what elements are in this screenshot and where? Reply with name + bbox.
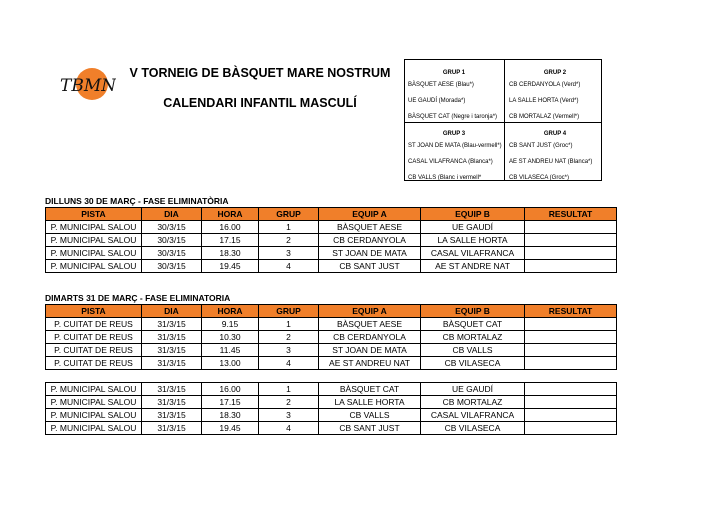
table-cell: CB VALLS xyxy=(319,409,421,422)
group-4 xyxy=(506,131,604,191)
table-cell: 1 xyxy=(259,221,319,234)
table-header-row xyxy=(46,208,617,221)
result-cell xyxy=(525,357,617,370)
table-row xyxy=(46,234,617,247)
table-cell: 3 xyxy=(259,409,319,422)
table-cell: UE GAUDÍ xyxy=(421,221,525,234)
table-cell xyxy=(142,370,202,383)
table-cell: ST JOAN DE MATA xyxy=(319,344,421,357)
table-cell: LA SALLE HORTA xyxy=(319,396,421,409)
table-cell: 9.15 xyxy=(202,318,259,331)
logo-text: TBMN xyxy=(60,76,116,96)
table-cell: 1 xyxy=(259,318,319,331)
table-cell: CB SANT JUST xyxy=(319,422,421,435)
result-cell xyxy=(525,422,617,435)
table-row xyxy=(46,331,617,344)
table-cell: 30/3/15 xyxy=(142,221,202,234)
table-cell: BÀSQUET CAT xyxy=(421,318,525,331)
table-cell: CB VILASECA xyxy=(421,422,525,435)
table-cell: P. CUITAT DE REUS xyxy=(46,344,142,357)
table-cell: 31/3/15 xyxy=(142,318,202,331)
column-header: PISTA xyxy=(46,305,142,318)
table-row xyxy=(46,357,617,370)
table-cell: 3 xyxy=(259,344,319,357)
table-cell: 13.00 xyxy=(202,357,259,370)
table-cell xyxy=(319,370,421,383)
result-cell xyxy=(525,383,617,396)
result-cell xyxy=(525,344,617,357)
table-row xyxy=(46,318,617,331)
page-subtitle: CALENDARI INFANTIL MASCULÍ xyxy=(163,96,357,110)
group-3 xyxy=(405,131,503,191)
table-cell: CASAL VILAFRANCA xyxy=(421,247,525,260)
result-cell xyxy=(525,331,617,344)
table-row xyxy=(46,370,617,383)
group-team: UE GAUDÍ (Morada*) xyxy=(408,98,466,104)
table-cell: P. CUITAT DE REUS xyxy=(46,357,142,370)
column-header: EQUIP B xyxy=(421,305,525,318)
table-cell: P. MUNICIPAL SALOU xyxy=(46,383,142,396)
table-row xyxy=(46,221,617,234)
group-2 xyxy=(506,70,604,130)
table-cell: P. MUNICIPAL SALOU xyxy=(46,260,142,273)
table-cell: CB VALLS xyxy=(421,344,525,357)
table-row xyxy=(46,247,617,260)
table-cell: P. MUNICIPAL SALOU xyxy=(46,396,142,409)
column-header: HORA xyxy=(202,208,259,221)
table-cell: 31/3/15 xyxy=(142,422,202,435)
group-team: CB VALLS (Blanc i vermell* xyxy=(408,175,482,181)
table-cell: CASAL VILAFRANCA xyxy=(421,409,525,422)
group-team: BÀSQUET CAT (Negre i taronja*) xyxy=(408,114,498,120)
table-cell: 17.15 xyxy=(202,234,259,247)
table-cell: AE ST ANDREU NAT xyxy=(319,357,421,370)
table-cell: 1 xyxy=(259,383,319,396)
table-cell: BÀSQUET AESE xyxy=(319,318,421,331)
schedule-table-tuesday xyxy=(45,304,617,435)
group-team: CB CERDANYOLA (Verd*) xyxy=(509,82,581,88)
groups-box xyxy=(404,59,602,181)
page-title: V TORNEIG DE BÀSQUET MARE NOSTRUM xyxy=(129,66,391,80)
table-cell: 30/3/15 xyxy=(142,260,202,273)
column-header: GRUP xyxy=(259,305,319,318)
table-cell: CB MORTALAZ xyxy=(421,331,525,344)
result-cell xyxy=(525,260,617,273)
table-cell: P. MUNICIPAL SALOU xyxy=(46,409,142,422)
table-cell xyxy=(421,370,525,383)
table-cell: 30/3/15 xyxy=(142,234,202,247)
result-cell xyxy=(525,247,617,260)
group-title: GRUP 1 xyxy=(442,70,466,76)
table-cell: CB CERDANYOLA xyxy=(319,234,421,247)
group-1 xyxy=(405,70,503,130)
column-header: DIA xyxy=(142,208,202,221)
table-cell: 31/3/15 xyxy=(142,331,202,344)
table-cell: UE GAUDÍ xyxy=(421,383,525,396)
column-header: PISTA xyxy=(46,208,142,221)
table-cell: P. MUNICIPAL SALOU xyxy=(46,247,142,260)
result-cell xyxy=(525,318,617,331)
table-cell: CB MORTALAZ xyxy=(421,396,525,409)
table-header-row xyxy=(46,305,617,318)
column-header: HORA xyxy=(202,305,259,318)
group-team: CASAL VILAFRANCA (Blanca*) xyxy=(408,159,493,165)
group-title: GRUP 4 xyxy=(543,131,567,137)
table-cell: 4 xyxy=(259,260,319,273)
column-header: EQUIP A xyxy=(319,305,421,318)
column-header: EQUIP B xyxy=(421,208,525,221)
section-title-tuesday: DIMARTS 31 DE MARÇ - FASE ELIMINATORIA xyxy=(45,293,231,303)
table-cell: 31/3/15 xyxy=(142,396,202,409)
table-cell: 10.30 xyxy=(202,331,259,344)
table-row xyxy=(46,422,617,435)
group-team: AE ST ANDREU NAT (Blanca*) xyxy=(509,159,593,165)
group-title: GRUP 3 xyxy=(442,131,466,137)
table-cell: 16.00 xyxy=(202,221,259,234)
table-cell: 2 xyxy=(259,396,319,409)
table-row xyxy=(46,344,617,357)
table-cell: 18.30 xyxy=(202,247,259,260)
table-row xyxy=(46,260,617,273)
table-cell: AE ST ANDRE NAT xyxy=(421,260,525,273)
table-cell xyxy=(46,370,142,383)
table-row xyxy=(46,396,617,409)
table-row xyxy=(46,409,617,422)
table-cell: 19.45 xyxy=(202,260,259,273)
result-cell xyxy=(525,370,617,383)
table-cell: P. CUITAT DE REUS xyxy=(46,331,142,344)
table-cell xyxy=(259,370,319,383)
table-cell: BÀSQUET CAT xyxy=(319,383,421,396)
result-cell xyxy=(525,396,617,409)
section-title-monday: DILLUNS 30 DE MARÇ - FASE ELIMINATÒRIA xyxy=(45,196,229,206)
group-team: BÀSQUET AESE (Blau*) xyxy=(408,82,474,88)
table-cell: P. MUNICIPAL SALOU xyxy=(46,221,142,234)
group-team: ST JOAN DE MATA (Blau-vermell*) xyxy=(408,143,502,149)
table-cell: 31/3/15 xyxy=(142,357,202,370)
table-cell: LA SALLE HORTA xyxy=(421,234,525,247)
table-cell: P. MUNICIPAL SALOU xyxy=(46,422,142,435)
column-header: EQUIP A xyxy=(319,208,421,221)
result-cell xyxy=(525,221,617,234)
table-cell: 4 xyxy=(259,357,319,370)
table-cell: P. MUNICIPAL SALOU xyxy=(46,234,142,247)
schedule-table-monday xyxy=(45,207,617,273)
tbmn-logo xyxy=(58,64,116,104)
group-team: CB MORTALAZ (Vermell*) xyxy=(509,114,580,120)
result-cell xyxy=(525,234,617,247)
table-cell: 3 xyxy=(259,247,319,260)
table-cell: 19.45 xyxy=(202,422,259,435)
table-cell: CB VILASECA xyxy=(421,357,525,370)
group-team: CB VILASECA (Groc*) xyxy=(509,175,570,181)
group-team: LA SALLE HORTA (Verd*) xyxy=(509,98,579,104)
table-cell: 4 xyxy=(259,422,319,435)
table-cell: 11.45 xyxy=(202,344,259,357)
table-cell: 2 xyxy=(259,331,319,344)
group-title: GRUP 2 xyxy=(543,70,567,76)
table-cell: P. CUITAT DE REUS xyxy=(46,318,142,331)
column-header: RESULTAT xyxy=(525,305,617,318)
column-header: RESULTAT xyxy=(525,208,617,221)
table-cell: 31/3/15 xyxy=(142,344,202,357)
table-cell: ST JOAN DE MATA xyxy=(319,247,421,260)
table-cell: 31/3/15 xyxy=(142,409,202,422)
result-cell xyxy=(525,409,617,422)
table-cell: 30/3/15 xyxy=(142,247,202,260)
column-header: DIA xyxy=(142,305,202,318)
table-cell: 16.00 xyxy=(202,383,259,396)
column-header: GRUP xyxy=(259,208,319,221)
table-row xyxy=(46,383,617,396)
group-team: CB SANT JUST (Groc*) xyxy=(509,143,573,149)
table-cell: 31/3/15 xyxy=(142,383,202,396)
table-cell: CB SANT JUST xyxy=(319,260,421,273)
table-cell: 2 xyxy=(259,234,319,247)
table-cell: CB CERDANYOLA xyxy=(319,331,421,344)
table-cell: 17.15 xyxy=(202,396,259,409)
table-cell: BÀSQUET AESE xyxy=(319,221,421,234)
table-cell: 18.30 xyxy=(202,409,259,422)
table-cell xyxy=(202,370,259,383)
